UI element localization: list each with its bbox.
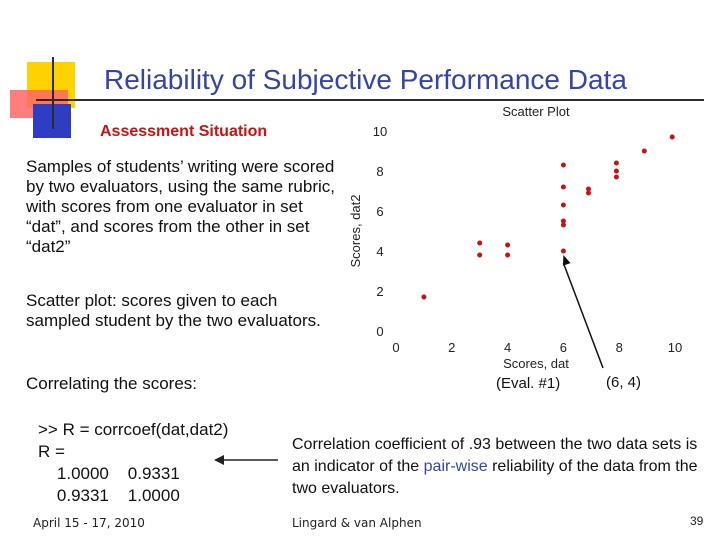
y-ticks [373,124,387,339]
scatter-point [561,203,566,208]
y-axis-label: Scores, dat2 [348,194,363,268]
scatter-point [477,253,482,258]
conclusion-text [292,434,712,500]
deco-vertical-line [52,57,54,129]
scatter-point [670,135,675,140]
scatter-point [586,187,591,192]
scatter-point [642,149,647,154]
conclusion-part-1: Correlation coefficient of .93 between the two data sets is an indicator of the [292,436,698,475]
arrow-up-icon [563,255,571,266]
scatter-point [561,249,566,254]
scatter-point [614,169,619,174]
x-tick-label: 2 [448,340,456,355]
scatter-point [505,253,510,258]
scatter-plot [338,100,720,400]
scatter-point [614,175,619,180]
x-tick-label: 8 [615,340,623,355]
annotation-arrow-line [563,263,603,368]
slide-title: Reliability of Subjective Performance Data [104,64,627,95]
x-tick-label: 10 [667,340,683,355]
x-axis-label: Scores, dat [503,356,569,371]
footer-authors: Lingard & van Alphen [292,516,422,530]
description-paragraph: Samples of students’ writing were scored by two evaluators, using the same rubric, with scores from one evaluator in set “dat”, and scores from the other in set “dat2” [26,157,335,256]
footer-date: April 15 - 17, 2010 [33,516,145,530]
scatter-point [561,219,566,224]
y-tick-label: 0 [376,324,384,339]
scatter-point [561,185,566,190]
annotations [496,255,641,392]
section-heading: Assessment Situation [100,123,268,140]
scatter-point [561,163,566,168]
y-tick-label: 10 [372,124,388,139]
correlating-label: Correlating the scores: [26,374,198,393]
plot-title: Scatter Plot [502,104,570,119]
scatter-point [614,161,619,166]
y-tick-label: 2 [376,284,384,299]
x-tick-label: 6 [559,340,568,355]
x-tick-label: 4 [503,340,512,355]
x-ticks [392,340,682,355]
page-number: 39 [690,514,704,528]
scatter-point [505,243,510,248]
x-tick-label: 0 [392,340,400,355]
y-tick-label: 4 [376,244,384,259]
pair-wise-highlight: pair-wise [423,458,488,475]
eval-annotation: (Eval. #1) [496,375,561,392]
conclusion-part-2: reliability of the data from the two evaluators. [292,458,698,497]
y-tick-label: 8 [376,164,384,179]
data-points [421,135,674,300]
scatter-point [477,241,482,246]
scatter-description: Scatter plot: scores given to each sampled student by the two evaluators. [26,291,321,330]
y-tick-label: 6 [376,204,384,219]
matlab-code-block: >> R = corrcoef(dat,dat2) R = 1.0000 0.9331 0.9331 1.0000 [38,420,229,505]
scatter-point [421,295,426,300]
point-annotation: (6, 4) [606,374,642,391]
arrow-left-icon [212,450,280,470]
